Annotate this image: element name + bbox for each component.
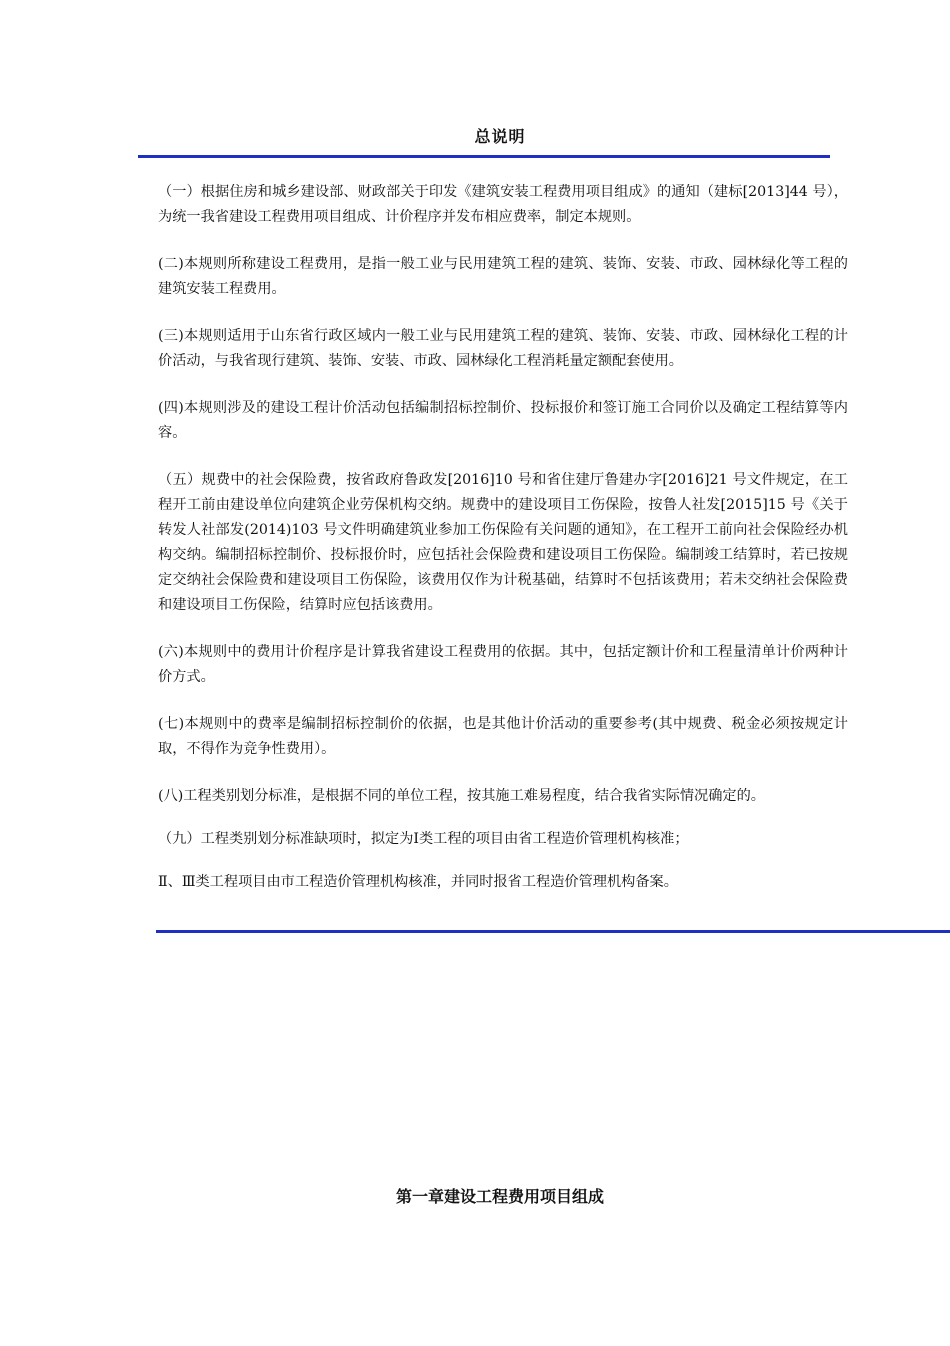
- paragraph-3: (三)本规则适用于山东省行政区域内一般工业与民用建筑工程的建筑、装饰、安装、市政、园林绿化工程的计价活动，与我省现行建筑、装饰、安装、市政、园林绿化工程消耗量定额配套使用。: [158, 328, 848, 369]
- paragraph-2: (二)本规则所称建设工程费用，是指一般工业与民用建筑工程的建筑、装饰、安装、市政、园林绿化等工程的建筑安装工程费用。: [158, 256, 848, 297]
- section-end-divider: [156, 930, 950, 933]
- document-body: [158, 180, 848, 917]
- paragraph-7: (七)本规则中的费率是编制招标控制价的依据，也是其他计价活动的重要参考(其中规费、税金必须按规定计取，不得作为竞争性费用）。: [158, 716, 848, 757]
- chapter-heading: 第一章建设工程费用项目组成: [395, 1187, 604, 1206]
- title-divider: [138, 155, 830, 158]
- paragraph-6: (六)本规则中的费用计价程序是计算我省建设工程费用的依据。其中，包括定额计价和工程量清单计价两种计价方式。: [158, 644, 848, 685]
- paragraph-5: （五）规费中的社会保险费，按省政府鲁政发[2016]10 号和省住建厅鲁建办字[2016]21 号文件规定，在工程开工前由建设单位向建筑企业劳保机构交纳。规费中的建设项目工伤保险，按鲁人社发[2015]15 号《关于转发人社部发(2014)103 号文件明确建筑业参加工伤保险有关问题的通知》，在工程开工前向社会保险经办机构交纳。编制招标控制价、投标报价时，应包括社会保险费和建设项目工伤保险。编制竣工结算时，若已按规定交纳社会保险费和建设项目工伤保险，该费用仅作为计税基础，结算时不包括该费用；若未交纳社会保险费和建设项目工伤保险，结算时应包括该费用。: [158, 472, 848, 613]
- paragraph-10: Ⅱ、Ⅲ类工程项目由市工程造价管理机构核准，并同时报省工程造价管理机构备案。: [158, 874, 678, 890]
- paragraph-1: （一）根据住房和城乡建设部、财政部关于印发《建筑安装工程费用项目组成》的通知（建标[2013]44 号），为统一我省建设工程费用项目组成、计价程序并发布相应费率，制定本规则。: [158, 184, 848, 225]
- page-title: 总说明: [474, 127, 526, 146]
- paragraph-9: （九）工程类别划分标准缺项时，拟定为Ⅰ类工程的项目由省工程造价管理机构核准；: [158, 831, 689, 847]
- paragraph-8: (八)工程类别划分标准，是根据不同的单位工程，按其施工难易程度，结合我省实际情况确定的。: [158, 788, 765, 804]
- paragraph-4: (四)本规则涉及的建设工程计价活动包括编制招标控制价、投标报价和签订施工合同价以及确定工程结算等内容。: [158, 400, 848, 441]
